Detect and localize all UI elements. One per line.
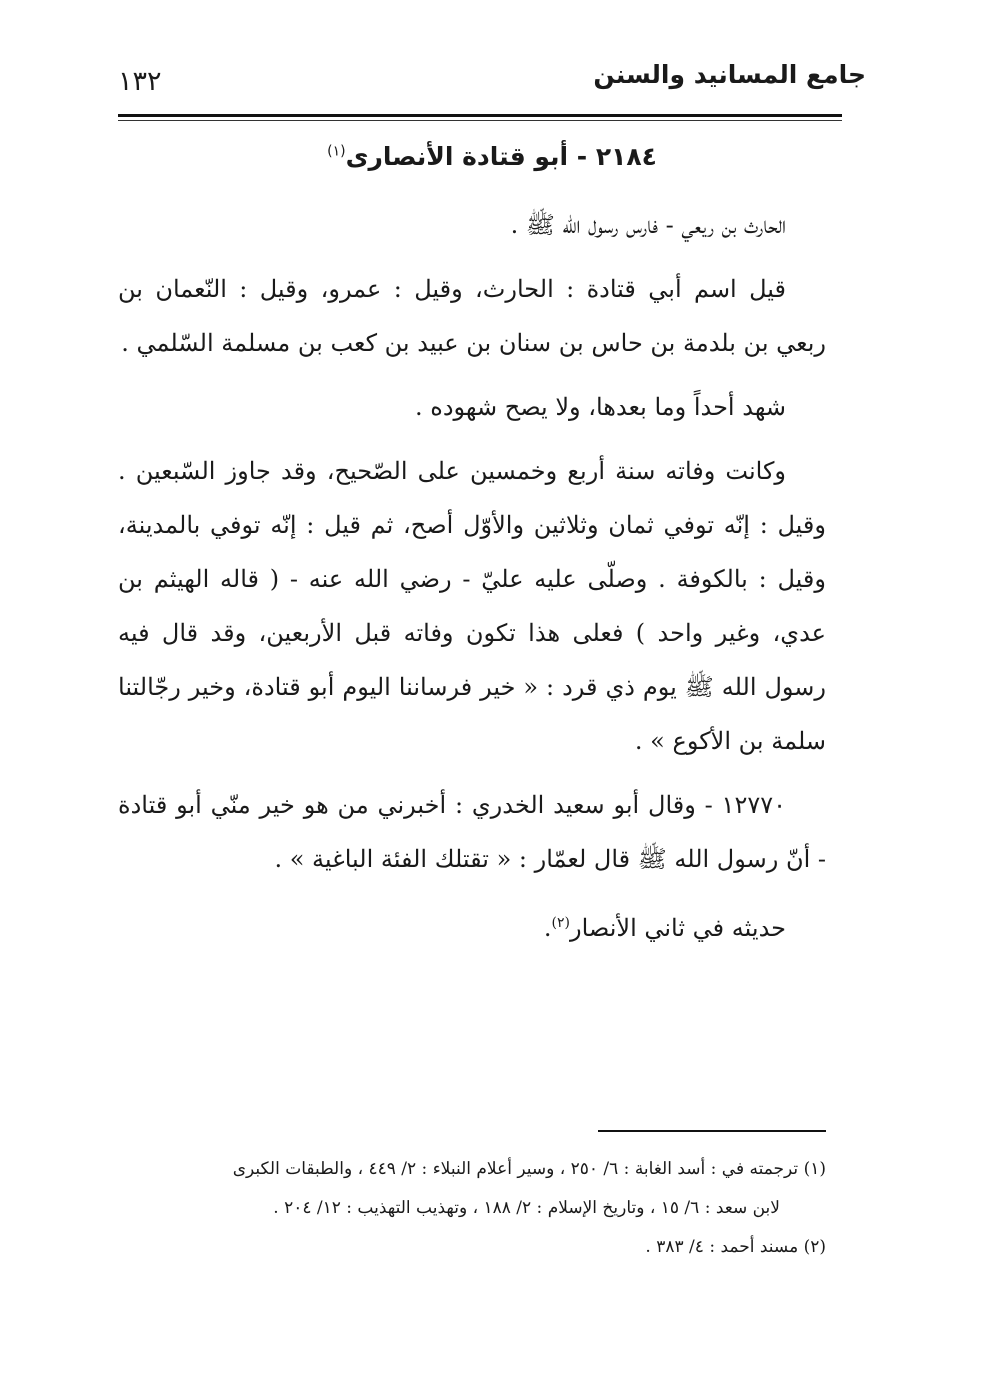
footnotes <box>130 1150 826 1267</box>
paragraph-battles: شهد أحداً وما بعدها، ولا يصح شهوده . <box>415 393 786 421</box>
footnote-1-line-1: (١) ترجمته في : أسد الغابة : ٦/ ٢٥٠ ، وسير أعلام النبلاء : ٢/ ٤٤٩ ، والطبقات الكبرى <box>232 1159 826 1179</box>
paragraph-hadith: ١٢٧٧٠ - وقال أبو سعيد الخدري : أخبرني من هو خير منّي أبو قتادة - أنّ رسول الله ﷺ قال لعمّار : « تقتلك الفئة الباغية » . <box>118 791 826 873</box>
paragraph-reference <box>118 896 826 955</box>
running-header <box>118 56 866 102</box>
reference-text: حديثه في ثاني الأنصار <box>569 914 786 942</box>
page-number: ١٣٢ <box>118 66 162 97</box>
reference-end: . <box>543 914 552 942</box>
footnote-1-line-2: لابن سعد : ٦/ ١٥ ، وتاريخ الإسلام : ٢/ ١٨٨ ، وتهذيب التهذيب : ١٢/ ٢٠٤ . <box>273 1198 780 1218</box>
paragraph-death: وكانت وفاته سنة أربع وخمسين على الصّحيح، وقد جاوز السّبعين . وقيل : إنّه توفي ثمان وثلاثين والأوّل أصح، ثم قيل : إنّه توفي بالمدينة، وقيل : بالكوفة . وصلّى عليه عليّ - رضي الله عنه - ( قاله الهيثم بن عدي، وغير واحد ) فعلى هذا تكون وفاته قبل الأربعين، وقد قال فيه رسول الله ﷺ يوم ذي قرد : « خير فرساننا اليوم أبو قتادة، وخير رجّالتنا سلمة بن الأكوع » . <box>118 457 826 755</box>
footnote-2: (٢) مسند أحمد : ٤/ ٣٨٣ . <box>645 1237 826 1257</box>
reference-footnote-ref: (٢) <box>551 915 570 931</box>
body-text <box>118 198 826 965</box>
header-rule-thin <box>118 120 842 121</box>
entry-title <box>118 142 866 171</box>
header-rule-thick <box>118 114 842 117</box>
entry-title-text: ٢١٨٤ - أبو قتادة الأنصارى <box>345 142 657 171</box>
paragraph-names-variants: قيل اسم أبي قتادة : الحارث، وقيل : عمرو، وقيل : النّعمان بن ربعي بن بلدمة بن حاس بن سنان بن عبيد بن كعب بن مسلمة السّلمي . <box>118 275 826 357</box>
running-title: جامع المسانيد والسنن <box>593 60 866 89</box>
entry-title-footnote-ref: (١) <box>327 143 346 160</box>
footnote-rule <box>598 1130 826 1132</box>
paragraph-name: الحارث بن ريعي - فارس رسول الله ﷺ . <box>510 211 786 239</box>
